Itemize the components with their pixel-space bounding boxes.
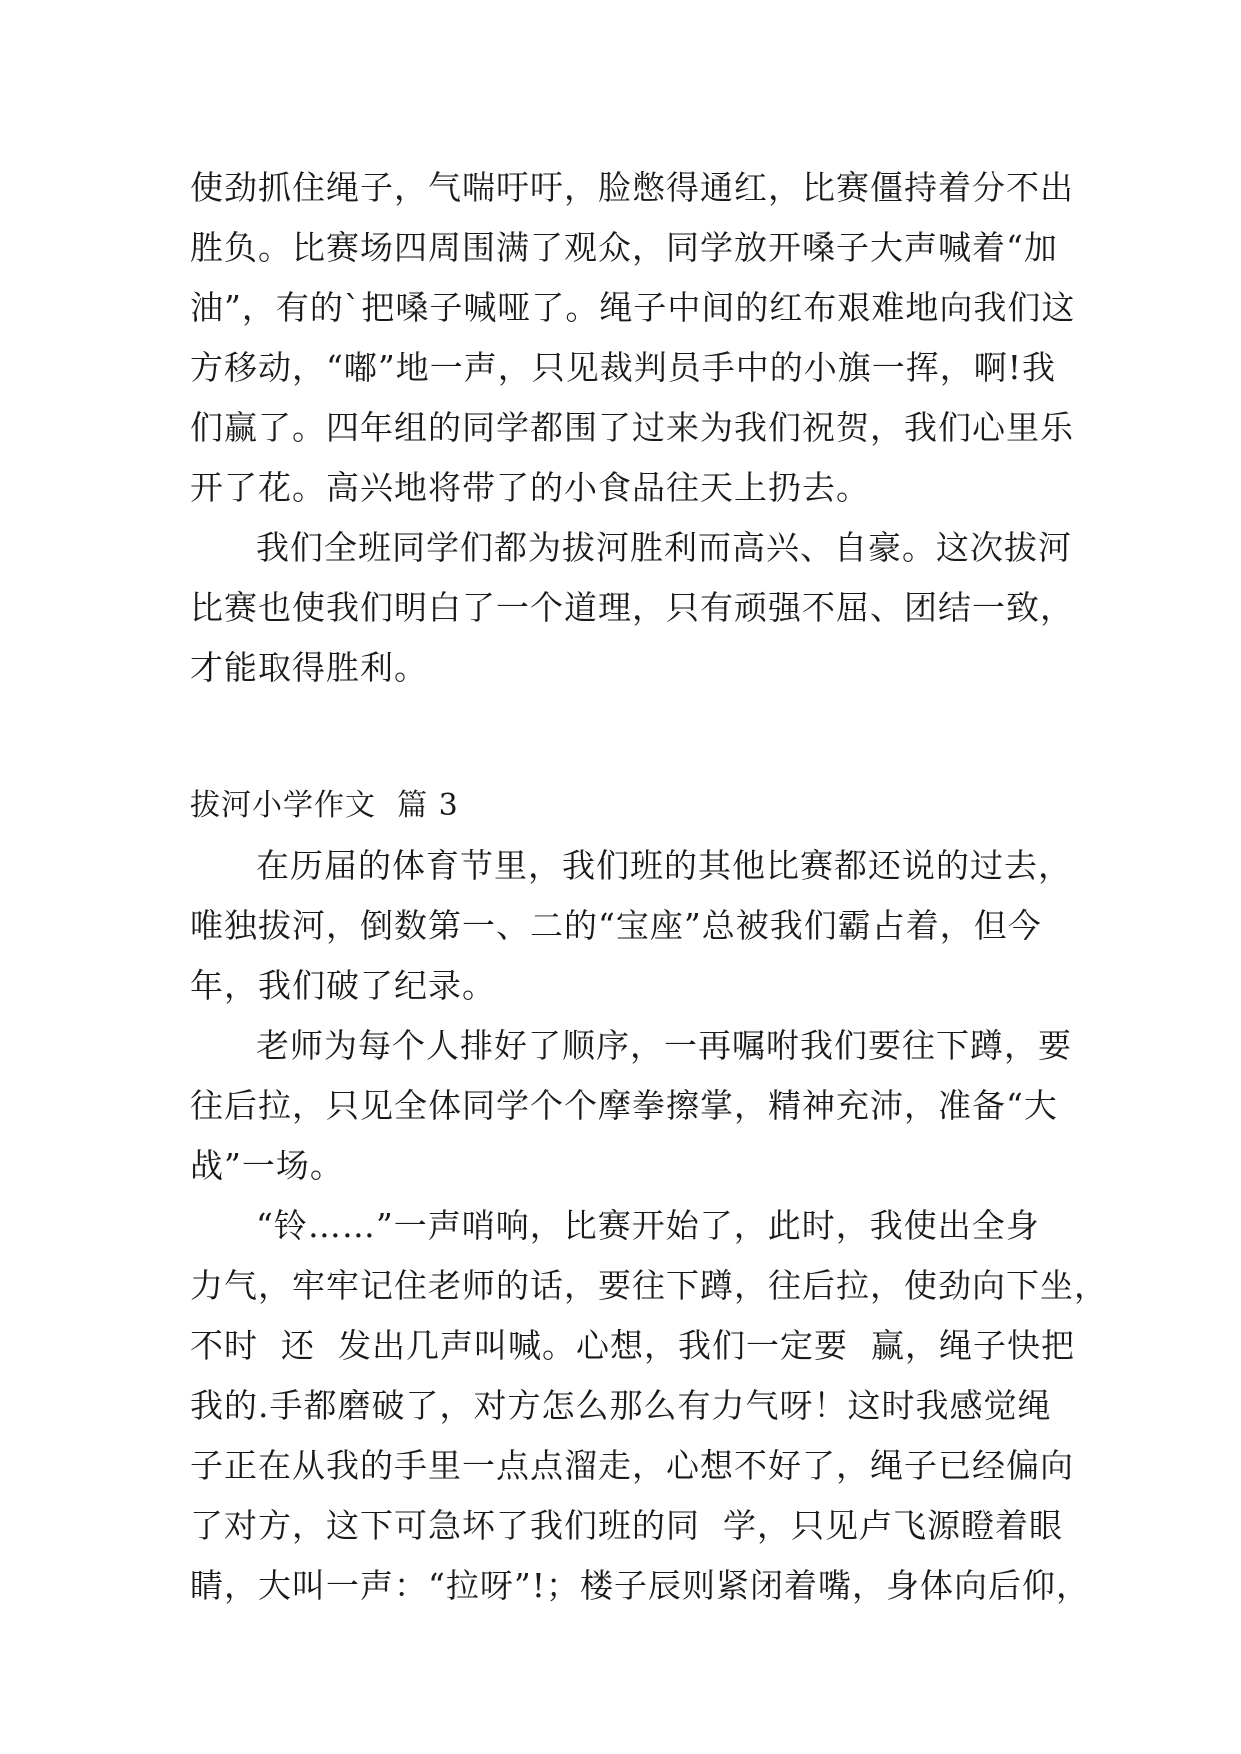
text-line: 胜负。比赛场四周围满了观众，同学放开嗓子大声喊着“加 bbox=[190, 228, 1058, 267]
text-line: 我的.手都磨破了，对方怎么那么有力气呀！这时我感觉绳 bbox=[190, 1386, 1052, 1425]
text-line: 我们全班同学们都为拔河胜利而高兴、自豪。这次拔河 bbox=[256, 528, 1072, 567]
text-line: 油”，有的`把嗓子喊哑了。绳子中间的红布艰难地向我们这 bbox=[190, 288, 1076, 327]
section-gap bbox=[190, 698, 1070, 776]
text-line: 比赛也使我们明白了一个道理，只有顽强不屈、团结一致， bbox=[190, 588, 1074, 627]
text-line: 才能取得胜利。 bbox=[190, 648, 428, 687]
section-heading: 拔河小学作文 篇 3 bbox=[190, 788, 459, 823]
text-line: 睛，大叫一声：“拉呀”!；楼子辰则紧闭着嘴，身体向后仰， bbox=[190, 1566, 1091, 1605]
paragraph-3 bbox=[190, 1196, 1108, 1616]
text-line: 唯独拔河，倒数第一、二的“宝座”总被我们霸占着，但今 bbox=[190, 906, 1042, 945]
text-line: 往后拉，只见全体同学个个摩拳擦掌，精神充沛，准备“大 bbox=[190, 1086, 1058, 1125]
text-line: 子正在从我的手里一点点溜走，心想不好了，绳子已经偏向 bbox=[190, 1446, 1074, 1485]
text-line: 方移动，“嘟”地一声，只见裁判员手中的小旗一挥，啊!我 bbox=[190, 348, 1057, 387]
text-line: 了对方，这下可急坏了我们班的同 学，只见卢飞源瞪着眼 bbox=[190, 1506, 1063, 1545]
text-line: 年，我们破了纪录。 bbox=[190, 966, 496, 1005]
text-line: 们赢了。四年组的同学都围了过来为我们祝贺，我们心里乐 bbox=[190, 408, 1074, 447]
text-line: 开了花。高兴地将带了的小食品往天上扔去。 bbox=[190, 468, 870, 507]
text-line: “铃……”一声哨响，比赛开始了，此时，我使出全身 bbox=[256, 1206, 1040, 1245]
text-line: 在历届的体育节里，我们班的其他比赛都还说的过去， bbox=[256, 846, 1072, 885]
text-line: 力气，牢牢记住老师的话，要往下蹲，往后拉，使劲向下坐， bbox=[190, 1266, 1108, 1305]
paragraph-1 bbox=[190, 836, 1070, 1016]
continuation-paragraph bbox=[190, 158, 1076, 518]
text-line: 老师为每个人排好了顺序，一再嘱咐我们要往下蹲，要 bbox=[256, 1026, 1072, 1065]
document-body bbox=[190, 158, 1108, 1616]
paragraph-2 bbox=[190, 1016, 1070, 1196]
conclusion-paragraph bbox=[190, 518, 1074, 698]
text-line: 战”一场。 bbox=[190, 1146, 344, 1185]
text-line: 使劲抓住绳子，气喘吁吁，脸憋得通红，比赛僵持着分不出 bbox=[190, 168, 1074, 207]
text-line: 不时 还 发出几声叫喊。心想，我们一定要 赢，绳子快把 bbox=[190, 1326, 1075, 1365]
